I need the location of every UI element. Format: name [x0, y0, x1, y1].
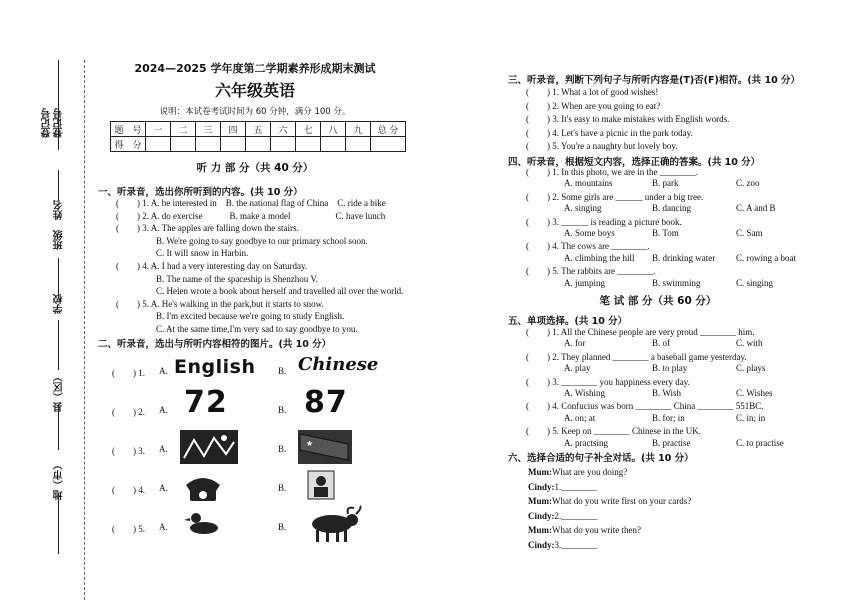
s1-line: ( ) 4. A. I had a very interesting day on Saturday. — [116, 260, 308, 271]
s2-q3-a: A. — [159, 444, 168, 454]
score-cell[interactable] — [196, 137, 221, 152]
county-underline — [58, 405, 59, 450]
section2-body — [112, 352, 382, 547]
score-header-cell: 三 — [196, 122, 221, 137]
s2-q5-b: B. — [278, 522, 287, 532]
reg-field-label: 登记号 — [42, 108, 53, 138]
section3-body — [526, 86, 729, 154]
s5-question: ( ) 4. Confucius was born ________ China ________ 551BC. — [526, 401, 764, 412]
name-label: 姓名 — [54, 200, 65, 220]
score-label-cell: 得 分 — [111, 137, 146, 152]
dialogue-speaker: Mum: — [528, 467, 552, 477]
dialogue-line — [528, 509, 691, 524]
section3-title: 三、听录音，判断下列句子与所听内容是(T)否(F)相符。(共 10 分） — [508, 75, 801, 86]
dialogue-speaker: Mum: — [528, 496, 552, 507]
s2-q3-a-picture — [180, 430, 238, 464]
exam-title: 2024—2025 学年度第二学期素养形成期末测试 — [134, 62, 376, 75]
s2-q5-a: A. — [159, 522, 168, 532]
s2-q2-b: B. — [278, 405, 287, 415]
name-line — [58, 60, 59, 120]
class-label: 班级 — [54, 230, 65, 250]
score-header-cell: 一 — [146, 122, 171, 137]
s1-line: B. The name of the spaceship is Shenzhou V. — [156, 273, 318, 284]
s1-line: ( ) 5. A. He's walking in the park,but it starts to snow. — [116, 298, 324, 309]
s3-line: ( ) 5. You're a naughty but lovely boy. — [526, 141, 678, 151]
score-cell[interactable] — [146, 137, 171, 152]
s5-option-b: B. for; in — [652, 412, 685, 423]
score-header-cell: 六 — [271, 122, 296, 137]
s2-q5: ( ) 5. — [112, 524, 145, 534]
s1-line: C. Helen wrote a book about herself and travelled all over the world. — [156, 286, 404, 297]
section6-title: 六、选择合适的句子补全对话。(共 10 分） — [508, 453, 694, 464]
exam-subject: 六年级英语 — [214, 81, 295, 100]
s5-option-a: A. play — [564, 363, 591, 374]
s5-options — [526, 438, 826, 450]
section5-body — [526, 326, 826, 450]
s3-line: ( ) 4. Let's have a picnic in the park today. — [526, 127, 693, 138]
s4-option-b: B. drinking water — [652, 252, 716, 263]
s4-option-a: A. mountains — [564, 178, 613, 189]
score-cell[interactable] — [346, 137, 371, 152]
score-header-cell: 八 — [321, 122, 346, 137]
city-underline — [58, 494, 59, 554]
s2-q1-a-english-image: English — [174, 356, 256, 378]
s4-question: ( ) 4. The cows are ________. — [526, 241, 650, 252]
dialogue-line — [528, 538, 691, 553]
s1-line: ( ) 2. A. do exercise B. make a model C. have lunch — [116, 210, 386, 221]
s5-options — [526, 388, 826, 400]
dialogue-line — [528, 480, 691, 495]
s3-line: ( ) 2. When are you going to eat? — [526, 100, 661, 111]
score-header-cell: 七 — [296, 122, 321, 137]
dialogue-text: What do you write first on your cards? — [552, 496, 692, 507]
s4-options — [526, 278, 826, 290]
dialogue-speaker: Cindy: — [528, 510, 555, 521]
s4-question: ( ) 5. The rabbits are ________. — [526, 266, 656, 277]
s3-line: ( ) 3. It's easy to make mistakes with English words. — [526, 114, 730, 124]
dialogue-speaker: Cindy: — [528, 481, 555, 492]
s5-option-c: C. plays — [736, 363, 766, 374]
s5-option-b: B. of — [652, 338, 670, 349]
s4-options — [526, 203, 826, 215]
s2-q3: ( ) 3. — [112, 446, 145, 456]
section1-body — [98, 197, 403, 336]
writing-title: 笔 试 部 分（共 60 分） — [599, 295, 717, 307]
s5-option-c: C. Wishes — [736, 388, 773, 398]
s4-option-b: B. park — [652, 178, 679, 189]
s5-option-a: A. Wishing — [564, 388, 605, 398]
s1-line: C. It will snow in Harbin. — [156, 248, 249, 259]
dialogue-speaker: Cindy: — [528, 539, 555, 550]
s2-q2-b-87-image: 87 — [304, 385, 348, 420]
s2-q1: ( ) 1. — [112, 368, 145, 378]
s2-q4-b: B. — [278, 483, 287, 493]
score-cell[interactable] — [321, 137, 346, 152]
s2-q2-a: A. — [159, 405, 168, 415]
s4-options — [526, 253, 826, 265]
section4-body — [526, 166, 826, 290]
reg-label: 登记号 — [54, 108, 65, 138]
s3-line: ( ) 1. What a lot of good wishes! — [526, 87, 659, 97]
cut-line — [84, 60, 85, 600]
s5-question: ( ) 5. Keep on ________ Chinese in the UK. — [526, 426, 701, 437]
exam-note: 说明：本试卷考试时间为 60 分钟，满分 100 分。 — [159, 107, 351, 117]
county-label: 县（区） — [54, 372, 65, 412]
s1-line: ( ) 3. A. The apples are falling down the stairs. — [116, 223, 299, 234]
s2-q4: ( ) 4. — [112, 485, 145, 495]
binding-strip — [0, 0, 90, 608]
dialogue-text: What do you write then? — [552, 525, 641, 536]
s2-q3-b-flag-picture — [298, 430, 352, 464]
s4-question: ( ) 1. In this photo, we are in the ________. — [526, 167, 698, 177]
score-header-cell: 四 — [221, 122, 246, 137]
s2-q4-a-telephone-picture — [182, 469, 224, 503]
section1-title: 一、听录音，选出你所听到的内容。(共 10 分） — [98, 187, 303, 198]
s4-option-a: A. climbing the hill — [564, 252, 635, 263]
s5-option-a: A. on; at — [564, 412, 596, 423]
dialogue-line — [528, 465, 691, 480]
listening-title: 听 力 部 分（共 40 分） — [196, 162, 314, 174]
s5-option-b: B. practise — [652, 437, 691, 448]
s2-q4-a: A. — [159, 483, 168, 493]
s5-option-b: B. Wish — [652, 388, 681, 398]
score-header-cell: 总 分 — [371, 122, 406, 137]
school-label: 学校 — [54, 294, 65, 314]
school-underline — [58, 320, 59, 370]
s4-question: ( ) 3. ______ is reading a picture book. — [526, 216, 682, 227]
score-cell[interactable] — [371, 137, 406, 152]
svg-text:★: ★ — [306, 439, 314, 448]
s2-q1-b-chinese-image: Chinese — [298, 354, 379, 375]
s4-option-c: C. A and B — [736, 203, 776, 214]
score-header-cell: 五 — [246, 122, 271, 137]
s4-option-c: C. singing — [736, 277, 774, 288]
s4-options — [526, 228, 826, 240]
dialogue-text: What are you doing? — [552, 467, 628, 477]
s4-question: ( ) 2. Some girls are ______ under a big tree. — [526, 191, 704, 202]
s4-option-b: B. dancing — [652, 203, 691, 214]
score-cell[interactable] — [271, 137, 296, 152]
section5-title: 五、单项选择。(共 10 分） — [508, 316, 628, 327]
s4-options — [526, 178, 826, 190]
s5-option-a: A. practsing — [564, 437, 608, 448]
s4-option-c: C. rowing a boat — [736, 252, 796, 263]
dialogue-text[interactable]: 3.________ — [554, 539, 598, 550]
s5-options — [526, 338, 826, 350]
dialogue-line — [528, 494, 691, 509]
s1-line: B. I'm excited because we're going to study English. — [156, 311, 345, 322]
s2-q5-a-duck-picture — [182, 508, 226, 536]
s4-option-b: B. swimming — [652, 277, 701, 288]
score-cell[interactable] — [171, 137, 196, 152]
section6-body — [528, 465, 691, 553]
city-label: 地（市） — [54, 460, 65, 500]
s5-question: ( ) 3. ________ you happiness every day. — [526, 376, 690, 387]
s5-option-c: C. in; in — [736, 412, 766, 423]
dialogue-speaker: Mum: — [528, 525, 552, 536]
s2-q4-b-phone-call-picture — [304, 467, 338, 503]
score-table — [110, 121, 406, 152]
s1-line: C. At the same time,I'm very sad to say goodbye to you. — [156, 323, 358, 334]
score-cell[interactable] — [246, 137, 271, 152]
score-cell[interactable] — [221, 137, 246, 152]
dialogue-line — [528, 523, 691, 538]
s5-question: ( ) 1. All the Chinese people are very proud ________ him. — [526, 327, 755, 337]
s4-option-c: C. zoo — [736, 178, 760, 189]
s4-option-b: B. Tom — [652, 228, 679, 238]
section4-title: 四、听录音，根据短文内容，选择正确的答案。(共 10 分） — [508, 157, 761, 168]
dialogue-text[interactable]: 1.________ — [554, 481, 598, 492]
s2-q2-a-72-image: 72 — [184, 385, 228, 420]
score-header-cell: 题 号 — [111, 122, 146, 137]
name-underline — [58, 170, 59, 200]
s2-q5-b-ox-picture — [302, 504, 362, 544]
s4-option-a: A. jumping — [564, 277, 606, 288]
s5-option-a: A. for — [564, 338, 586, 349]
section2-title: 二、听录音，选出与所听内容相符的图片。(共 10 分） — [98, 339, 332, 350]
s5-option-c: C. with — [736, 338, 763, 349]
score-header-cell: 九 — [346, 122, 371, 137]
s5-options — [526, 413, 826, 425]
s1-line: ( ) 1. A. be interested in B. the national flag of China C. ride a bike — [116, 198, 386, 208]
s2-q1-b: B. — [278, 366, 287, 376]
s1-line: B. We're going to say goodbye to our primary school soon. — [156, 235, 368, 246]
s2-q1-a: A. — [159, 366, 168, 376]
s5-option-c: C. to practise — [736, 437, 784, 448]
score-header-cell: 二 — [171, 122, 196, 137]
dialogue-text[interactable]: 2.________ — [554, 510, 598, 521]
class-underline — [58, 258, 59, 298]
s2-q2: ( ) 2. — [112, 407, 145, 417]
s5-option-b: B. to play — [652, 363, 688, 374]
s5-options — [526, 363, 826, 375]
s4-option-a: A. Some boys — [564, 228, 615, 238]
s2-q3-b: B. — [278, 444, 287, 454]
s4-option-c: C. Sam — [736, 228, 763, 238]
s5-question: ( ) 2. They planned ________ a baseball game yesterday. — [526, 351, 747, 362]
s4-option-a: A. singing — [564, 203, 602, 214]
score-cell[interactable] — [296, 137, 321, 152]
